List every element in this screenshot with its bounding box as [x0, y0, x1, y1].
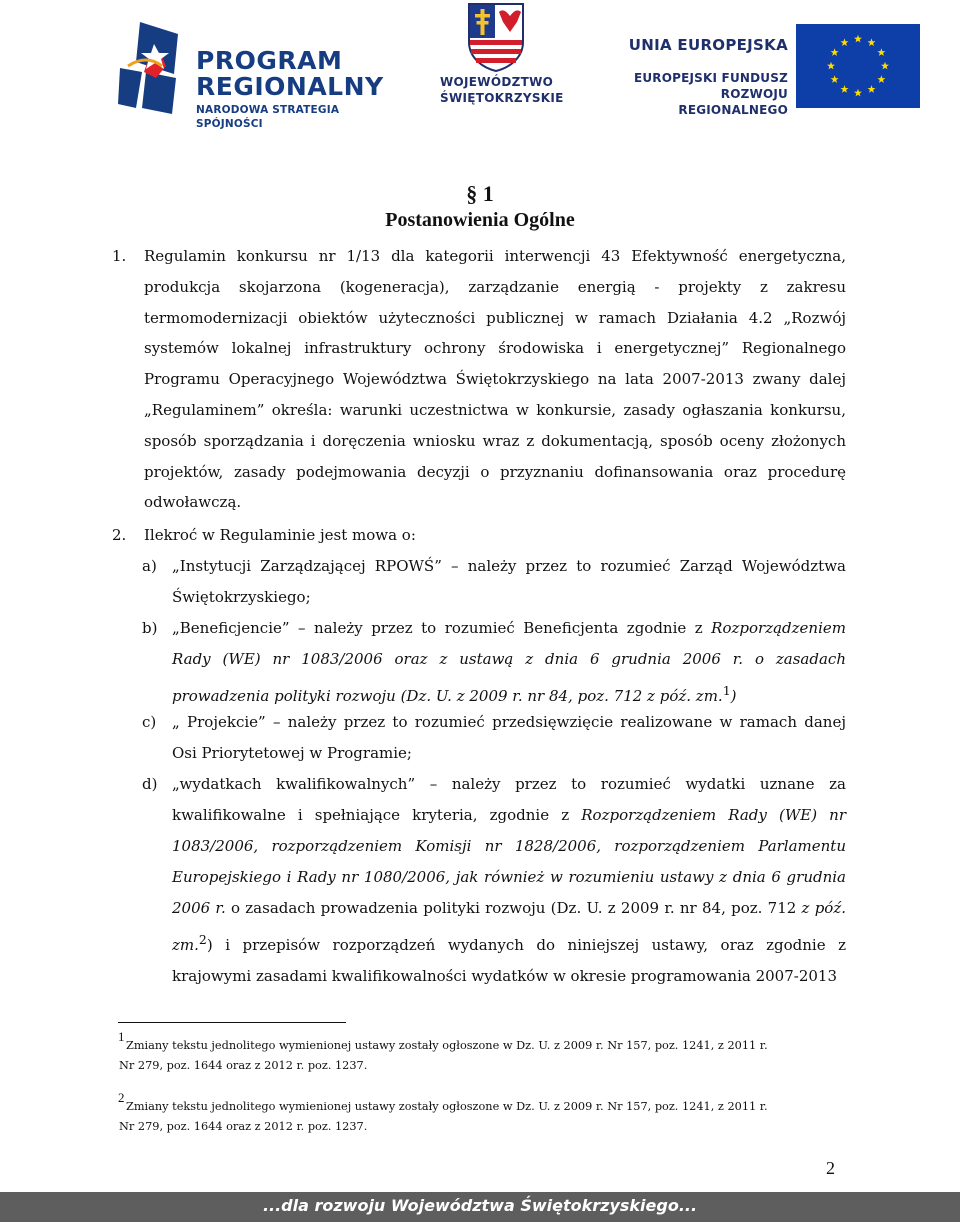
definition-d-regulations: Rozporządzeniem Rady (WE) nr 1083/2006, rozporządzeniem Komisji nr 1828/2006, rozporządzeniem Parlamentu Europejskiego i Rady nr 1080/2006, jak również w rozumieniu ustawy z dnia 6 grudnia 2006 r.: [172, 806, 846, 917]
eu-logo-line2: EUROPEJSKI FUNDUSZ: [633, 71, 788, 85]
eu-flag-icon: [796, 24, 920, 108]
footnote-1: [118, 1029, 838, 1076]
footnote-1-line1: Zmiany tekstu jednolitego wymienionej ustawy zostały ogłoszone w Dz. U. z 2009 r. Nr 157, poz. 1241, z 2011 r.: [126, 1039, 768, 1052]
definition-b-act: o zasadach prowadzenia polityki rozwoju (Dz. U. z 2009 r. nr 84, poz. 712 z póź. zm.: [172, 650, 846, 705]
program-regionalny-logo: [118, 22, 408, 130]
item-1-number: 1.: [112, 247, 127, 265]
program-logo-line2: REGIONALNY: [196, 72, 384, 101]
item-1-text: Regulamin konkursu nr 1/13 dla kategorii interwencji 43 Efektywność energetyczna, produkcja skojarzona (kogeneracja), zarządzanie energią - projekty z zakresu termomodernizacji obiektów użyteczności publicznej w ramach Działania 4.2 „Rozwój systemów lokalnej infrastruktury ochrony środowiska i energetycznej” Regionalnego Programu Operacyjnego Województwa Świętokrzyskiego na lata 2007-2013 zwany dalej „Regulaminem” określa: warunki uczestnictwa w konkursie, zasady ogłaszania konkursu, sposób sporządzania i doręczenia wniosku wraz z dokumentacją, sposób oceny złożonych projektów, zasady podejmowania decyzji o przyznaniu dofinansowania oraz procedurę odwoławczą.: [144, 247, 846, 512]
footnote-1-mark: 1: [118, 1029, 125, 1044]
item-2-text: Ilekroć w Regulaminie jest mowa o:: [144, 526, 416, 544]
footnote-ref-2: 2: [198, 932, 207, 947]
footnote-2: [118, 1090, 838, 1137]
definition-d-amendments: z póź. zm.: [172, 899, 847, 954]
eu-logo-line1: UNIA EUROPEJSKA: [628, 36, 788, 54]
definition-d-text-part2: ) i przepisów rozporządzeń wydanych do niniejszej ustawy, oraz zgodnie z krajowymi zasadami kwalifikowalności wydatków w okresie programowania 2007-2013: [172, 936, 846, 985]
footnote-ref-1: 1: [722, 683, 731, 698]
wojewodztwo-swietokrzyskie-logo: [440, 2, 564, 112]
footer-bar: [0, 1192, 960, 1222]
definition-d-text-part1: „wydatkach kwalifikowalnych” – należy przez to rozumieć wydatki uznane za kwalifikowalne i spełniające kryteria, zgodnie z: [172, 775, 846, 824]
footnote-2-line2: Nr 279, poz. 1644 oraz z 2012 r. poz. 1237.: [119, 1120, 368, 1133]
program-regionalny-graphic-icon: [118, 22, 198, 114]
section-paragraph-sign: § 1: [466, 181, 494, 206]
program-logo-line3: NARODOWA STRATEGIA SPÓJNOŚCI: [196, 104, 340, 130]
voivodeship-logo-line2: ŚWIĘTOKRZYSKIE: [440, 91, 564, 105]
eu-logo-line3: ROZWOJU REGIONALNEGO: [678, 87, 788, 117]
definition-c-text: „ Projekcie” – należy przez to rozumieć przedsięwzięcie realizowane w ramach danej Osi Priorytetowej w Programie;: [172, 713, 846, 762]
footer-slogan: ...dla rozwoju Województwa Świętokrzyskiego...: [262, 1196, 698, 1215]
header-logos: [0, 0, 960, 130]
page-number: 2: [826, 1158, 835, 1178]
footnote-2-mark: 2: [118, 1090, 125, 1105]
footnote-1-line2: Nr 279, poz. 1644 oraz z 2012 r. poz. 1237.: [119, 1059, 368, 1072]
footnote-2-line1: Zmiany tekstu jednolitego wymienionej ustawy zostały ogłoszone w Dz. U. z 2009 r. Nr 157, poz. 1241, z 2011 r.: [126, 1100, 768, 1113]
footnote-separator: [118, 1022, 346, 1023]
definition-c-label: c): [142, 713, 157, 731]
definition-d-label: d): [142, 775, 158, 793]
unia-europejska-logo: [614, 22, 924, 117]
definition-b-regulation: Rozporządzeniem Rady (WE) nr 1083/2006 oraz z ustawą z dnia 6 grudnia 2006 r.: [172, 619, 846, 668]
definition-b-text-part1: „Beneficjencie” – należy przez to rozumieć Beneficjenta zgodnie z: [172, 619, 712, 637]
definition-b-close: ): [730, 687, 737, 705]
definition-a-text: „Instytucji Zarządzającej RPOWŚ” – należy przez to rozumieć Zarząd Województwa Świętokrzyskiego;: [172, 557, 846, 606]
definition-b-text: [172, 613, 846, 712]
definition-d-text: [172, 769, 846, 992]
definition-d-act: o zasadach prowadzenia polityki rozwoju (Dz. U. z 2009 r. nr 84, poz. 712: [225, 899, 802, 917]
program-logo-line1: PROGRAM: [196, 46, 343, 75]
definition-b-label: b): [142, 619, 158, 637]
section-title: Postanowienia Ogólne: [385, 209, 575, 231]
definition-a-label: a): [142, 557, 157, 575]
voivodeship-crest-icon: [467, 2, 525, 72]
voivodeship-logo-line1: WOJEWÓDZTWO: [440, 75, 554, 89]
item-2-number: 2.: [112, 526, 127, 544]
